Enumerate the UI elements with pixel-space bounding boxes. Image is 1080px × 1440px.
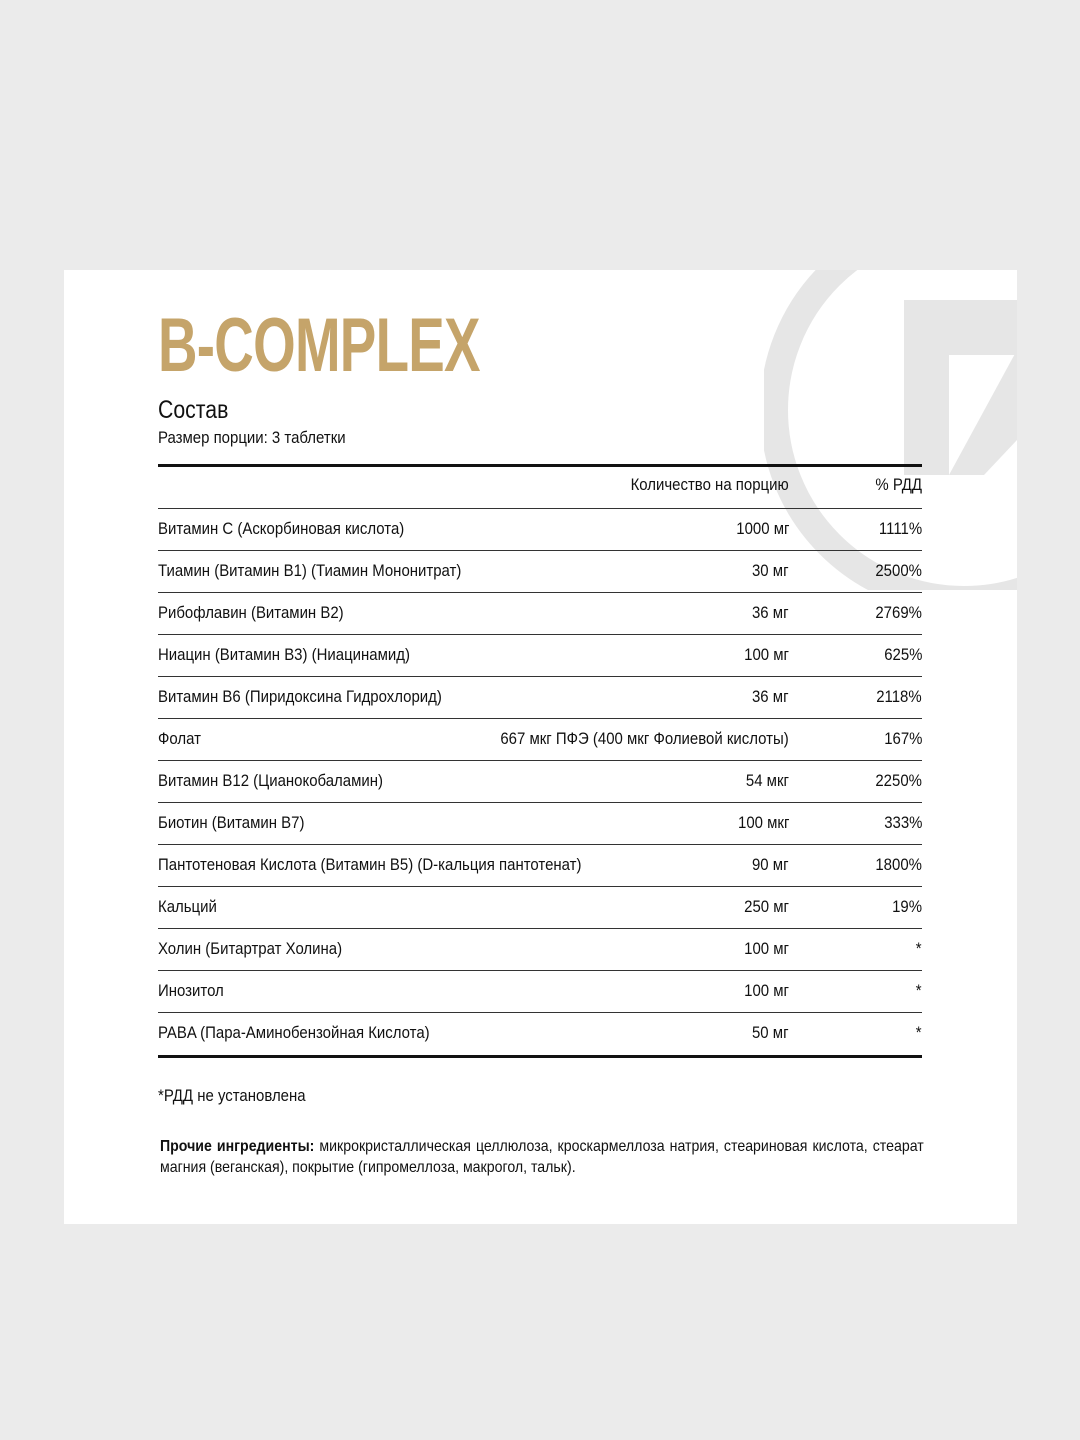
nutrient-name: Витамин В6 (Пиридоксина Гидрохлорид) (158, 687, 442, 706)
nutrient-rdi: * (916, 1023, 922, 1042)
table-row (158, 509, 922, 551)
nutrient-rdi: 2500% (875, 561, 922, 580)
nutrient-amount: 54 мкг (745, 771, 789, 790)
nutrient-rdi: 167% (883, 729, 922, 748)
product-title: B-COMPLEX (158, 303, 480, 388)
nutrient-amount: 100 мг (744, 981, 789, 1000)
rdi-column-header: % РДД (875, 475, 922, 494)
nutrient-amount: 50 мг (752, 1023, 789, 1042)
nutrient-rdi: 2250% (875, 771, 922, 790)
table-row (158, 551, 922, 593)
table-row (158, 887, 922, 929)
nutrient-rdi: 333% (883, 813, 922, 832)
nutrient-name: Рибофлавин (Витамин В2) (158, 603, 344, 622)
nutrient-rdi: 19% (892, 897, 922, 916)
table-row (158, 971, 922, 1013)
nutrient-amount: 100 мкг (737, 813, 789, 832)
table-row (158, 845, 922, 887)
table-row (158, 803, 922, 845)
nutrient-amount: 36 мг (752, 603, 789, 622)
nutrient-name: Биотин (Витамин В7) (158, 813, 305, 832)
nutrient-name: Холин (Битартрат Холина) (158, 939, 343, 958)
table-row (158, 719, 922, 761)
nutrient-name: Кальций (158, 897, 217, 916)
table-row (158, 929, 922, 971)
nutrient-amount: 250 мг (744, 897, 789, 916)
nutrient-rdi: 2118% (876, 687, 922, 706)
composition-heading: Состав (158, 396, 229, 424)
nutrient-amount: 1000 мг (735, 519, 789, 538)
rdi-footnote: *РДД не установлена (158, 1086, 306, 1105)
nutrient-rdi: 2769% (875, 603, 922, 622)
nutrient-rdi: 1111% (878, 519, 922, 538)
other-ingredients (160, 1136, 924, 1178)
nutrient-name: Витамин С (Аскорбиновая кислота) (158, 519, 405, 538)
table-row (158, 677, 922, 719)
nutrient-name: Фолат (158, 729, 201, 748)
nutrient-name: Инозитол (158, 981, 224, 1000)
other-ingredients-label: Прочие ингредиенты: (160, 1138, 315, 1155)
table-header-row (158, 467, 922, 509)
nutrient-name: Тиамин (Витамин В1) (Тиамин Мононитрат) (158, 561, 462, 580)
nutrient-name: PABA (Пара-Аминобензойная Кислота) (158, 1023, 430, 1042)
nutrient-rdi: 625% (883, 645, 922, 664)
nutrient-amount: 667 мкг ПФЭ (400 мкг Фолиевой кислоты) (500, 729, 789, 748)
nutrient-name: Ниацин (Витамин В3) (Ниацинамид) (158, 645, 410, 664)
nutrient-amount: 36 мг (752, 687, 789, 706)
serving-size: Размер порции: 3 таблетки (158, 428, 346, 447)
nutrient-rdi: * (916, 939, 922, 958)
nutrient-name: Пантотеновая Кислота (Витамин В5) (D-кальция пантотенат) (158, 855, 582, 874)
other-ingredients-text: микрокристаллическая целлюлоза, кроскармеллоза натрия, стеариновая кислота, стеарат магния (веганская), покрытие (гипромеллоза, макрогол, тальк). (160, 1138, 924, 1176)
nutrient-name: Витамин В12 (Цианокобаламин) (158, 771, 384, 790)
nutrient-amount: 90 мг (752, 855, 789, 874)
table-row (158, 593, 922, 635)
nutrient-amount: 30 мг (752, 561, 789, 580)
nutrition-table (158, 464, 922, 1058)
nutrient-amount: 100 мг (744, 645, 789, 664)
product-label-card (64, 270, 1017, 1224)
table-row (158, 1013, 922, 1055)
amount-column-header: Количество на порцию (630, 475, 789, 494)
table-row (158, 761, 922, 803)
table-row (158, 635, 922, 677)
nutrient-rdi: 1800% (875, 855, 922, 874)
nutrient-amount: 100 мг (744, 939, 789, 958)
nutrient-rdi: * (916, 981, 922, 1000)
